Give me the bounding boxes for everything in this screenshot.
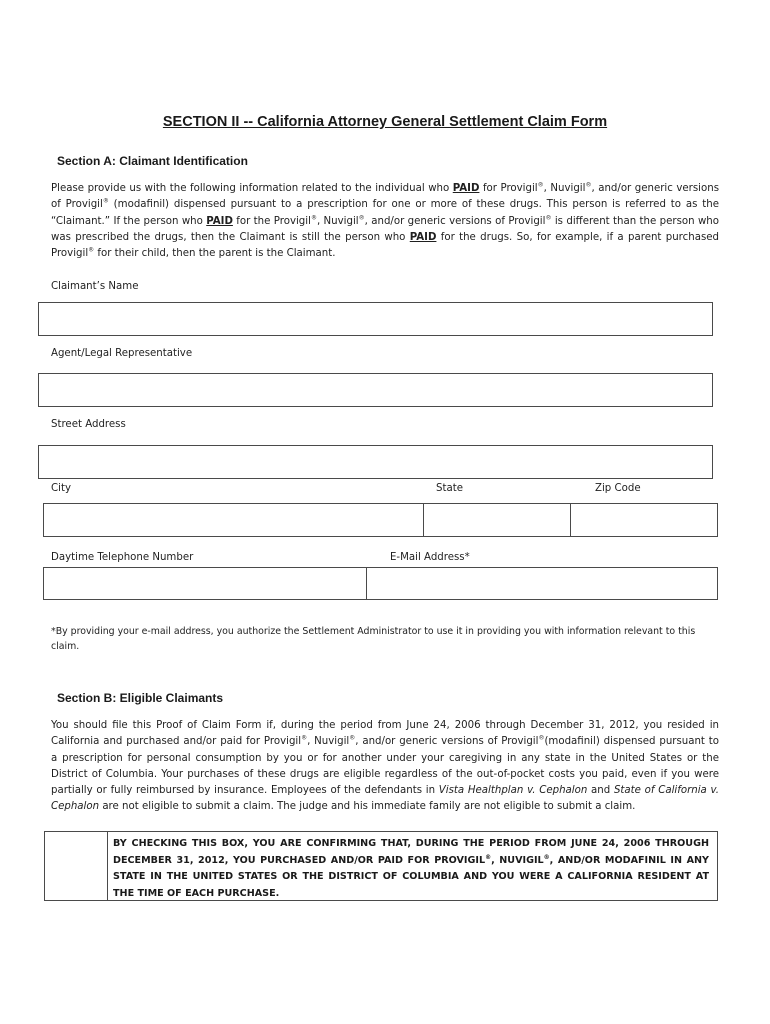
city-label: City — [51, 483, 71, 494]
state-field[interactable] — [423, 503, 571, 537]
email-field[interactable] — [366, 567, 718, 600]
zip-label: Zip Code — [595, 483, 641, 494]
zip-field[interactable] — [570, 503, 718, 537]
email-label: E-Mail Address* — [390, 552, 470, 563]
phone-label: Daytime Telephone Number — [51, 552, 194, 563]
certification-table — [44, 831, 718, 901]
street-label: Street Address — [51, 419, 126, 430]
state-label: State — [436, 483, 463, 494]
phone-field[interactable] — [43, 567, 367, 600]
claimant-name-field[interactable] — [38, 302, 713, 336]
section-b-heading: Section B: Eligible Claimants — [57, 691, 224, 705]
eligibility-checkbox[interactable] — [45, 832, 108, 900]
street-field[interactable] — [38, 445, 713, 479]
email-footnote: *By providing your e-mail address, you authorize the Settlement Administrator to use it in providing you with information relevant to this claim. — [51, 626, 696, 652]
section-a-intro: Please provide us with the following information related to the individual who PAID for Provigil®, Nuvigil®, and/or generic versions of Provigil® (modafinil) dispensed pursuant to a prescription for one or more of these drugs. This person is referred to as the “Claimant.” If the person who PAID for the Provigil®, Nuvigil®, and/or generic versions of Provigil® is different than the person who was prescribed the drugs, then the Claimant is still the person who PAID for the drugs. So, for example, if a parent purchased Provigil® for their child, then the parent is the Claimant. — [51, 181, 719, 260]
section-a-heading: Section A: Claimant Identification — [57, 154, 248, 168]
section-b-body: You should file this Proof of Claim Form if, during the period from June 24, 2006 through December 31, 2012, you resided in California and purchased and/or paid for Provigil®, Nuvigil®, and/or generic versions of Provigil®(modafinil) dispensed pursuant to a prescription for personal consumption by you or for another under your caregiving in any state in the United States or the District of Columbia. Your purchases of these drugs are eligible regardless of the out-of-pocket costs you paid, even if you were partially or fully reimbursed by insurance. Employees of the defendants in Vista Healthplan v. Cephalon and State of California v. Cephalon are not eligible to submit a claim. The judge and his immediate family are not eligible to submit a claim. — [51, 720, 720, 813]
certification-text: BY CHECKING THIS BOX, YOU ARE CONFIRMING THAT, DURING THE PERIOD FROM JUNE 24, 2006 THROUGH DECEMBER 31, 2012, YOU PURCHASED AND/OR PAID FOR PROVIGIL®, NUVIGIL®, AND/OR MODAFINIL IN ANY STATE IN THE UNITED STATES OR THE DISTRICT OF COLUMBIA AND YOU WERE A CALIFORNIA RESIDENT AT THE TIME OF EACH PURCHASE. — [113, 838, 709, 899]
agent-label: Agent/Legal Representative — [51, 348, 193, 359]
agent-field[interactable] — [38, 373, 713, 407]
form-title: SECTION II -- California Attorney General Settlement Claim Form — [162, 114, 608, 130]
city-field[interactable] — [43, 503, 424, 537]
claimant-name-label: Claimant’s Name — [51, 281, 139, 292]
